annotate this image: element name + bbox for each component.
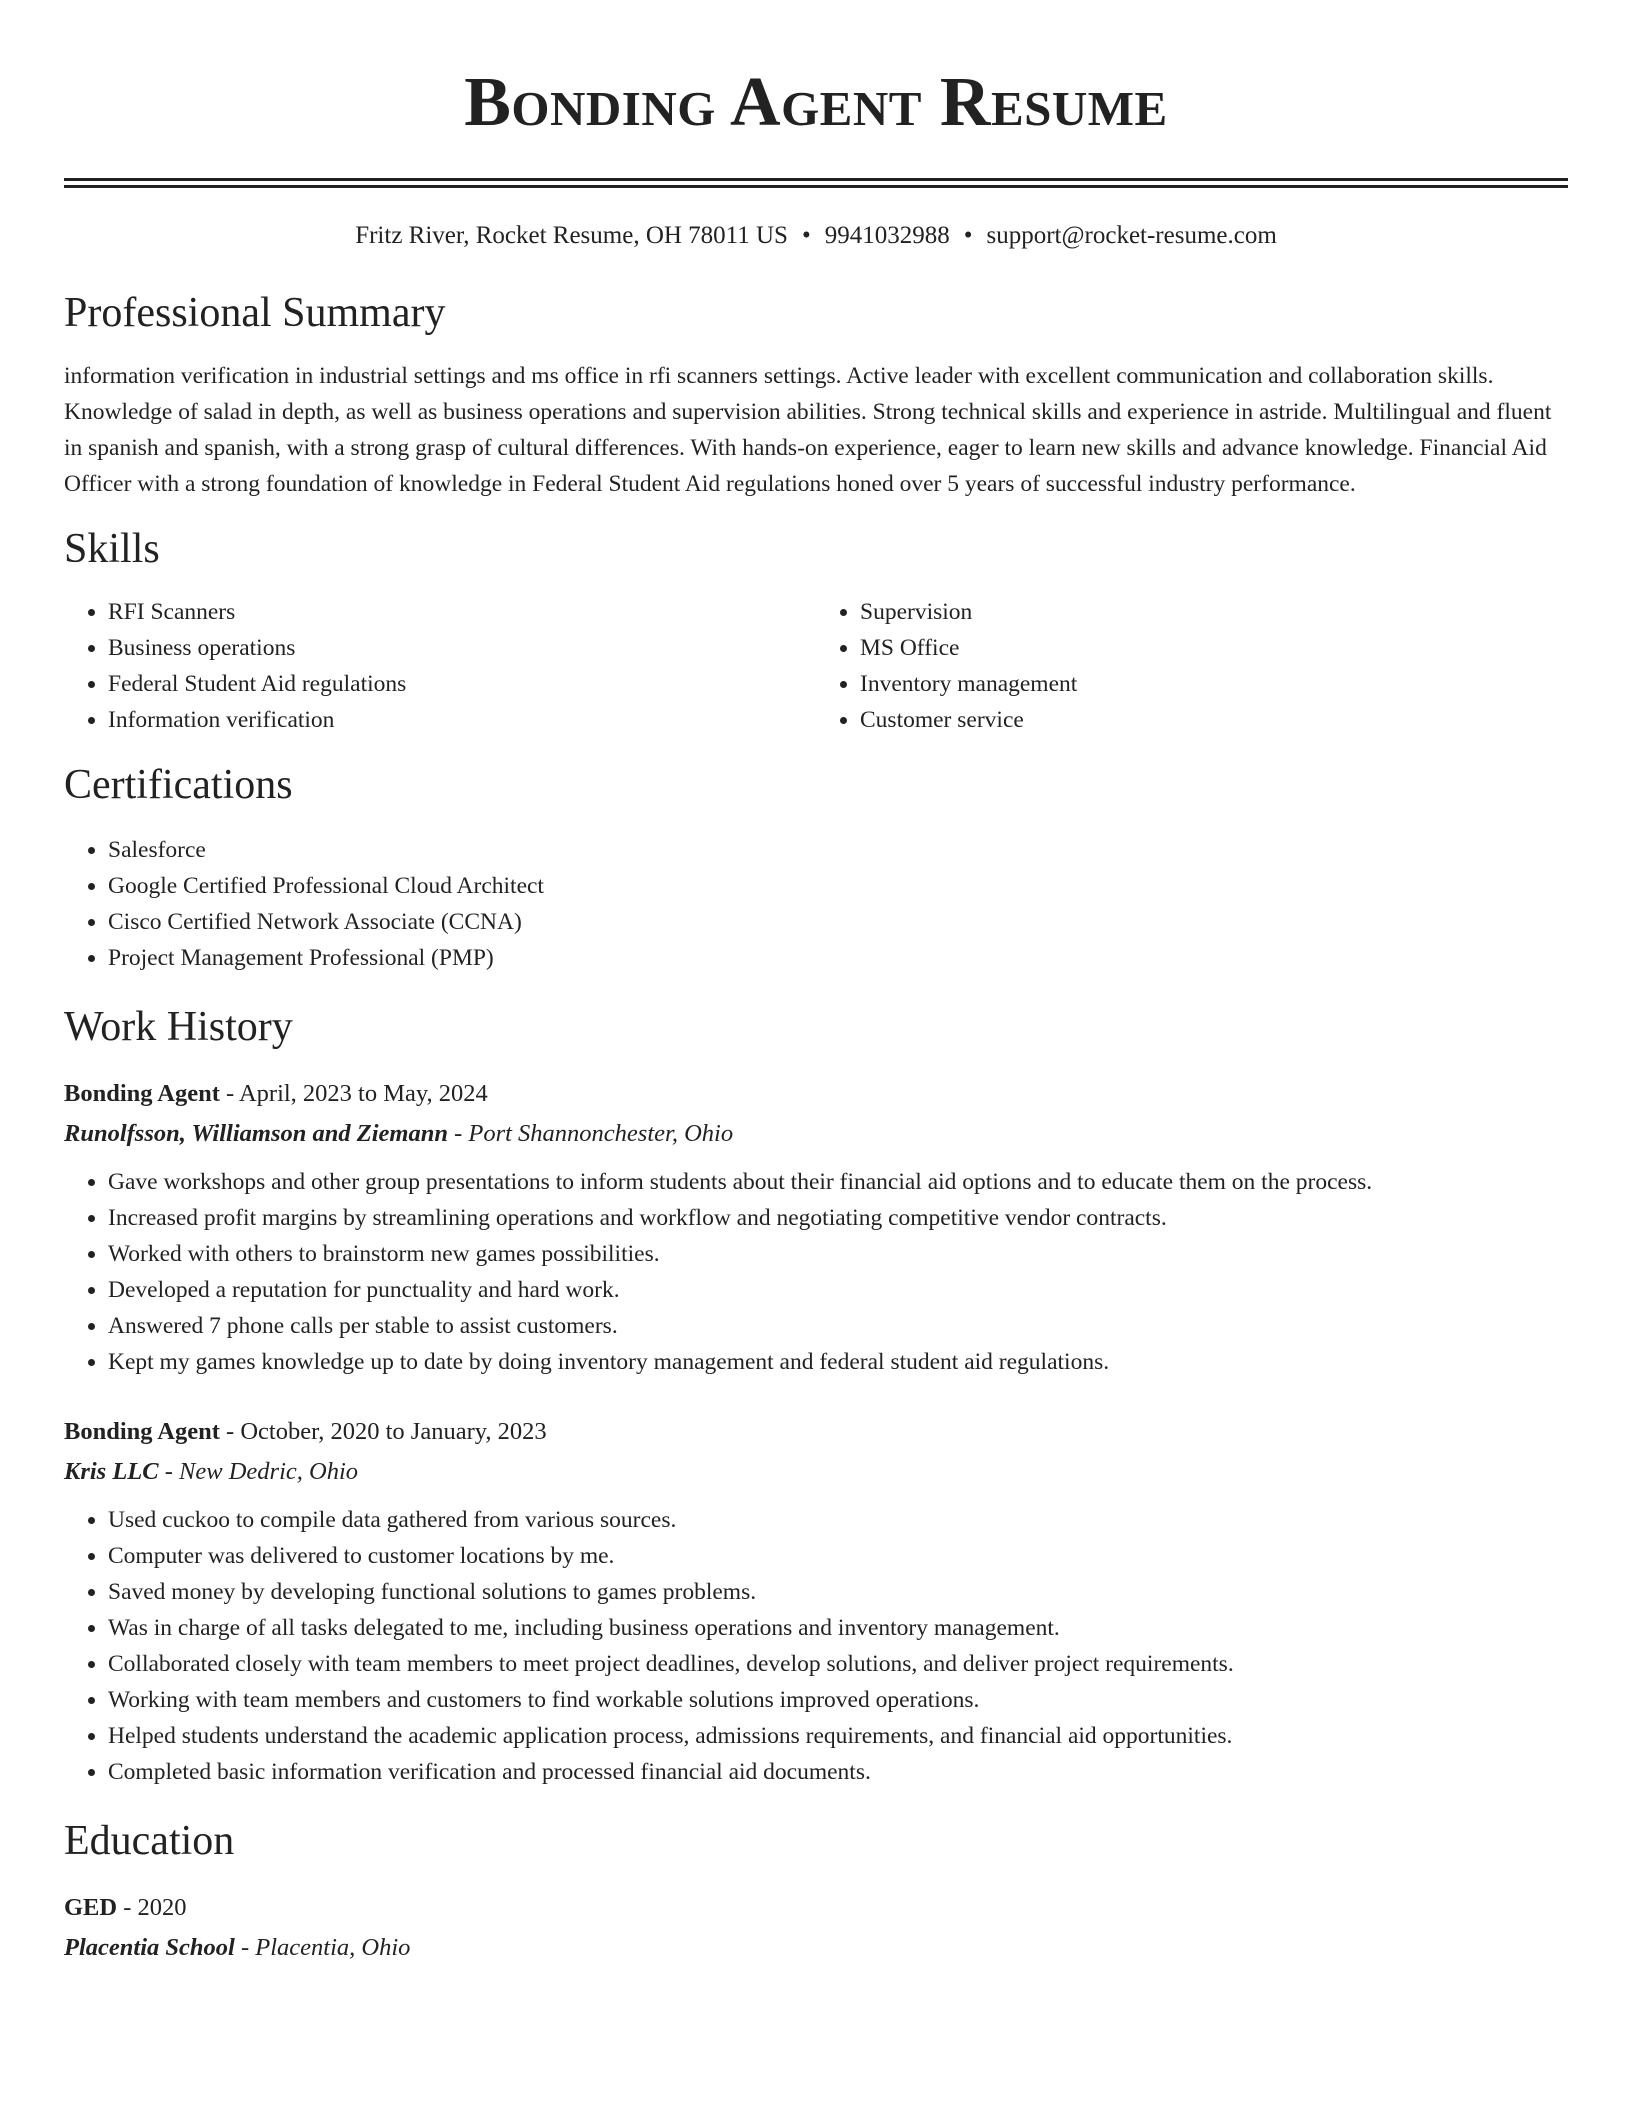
skills-heading: Skills bbox=[64, 526, 160, 572]
education-section bbox=[64, 1816, 1568, 1968]
skill-item: • Inventory management bbox=[860, 666, 1568, 702]
job-bullet: • Gave workshops and other group presentations to inform students about their financial aid options and to educate them on the process. bbox=[108, 1164, 1568, 1200]
skill-item: • Information verification bbox=[108, 702, 816, 738]
skill-item: • Customer service bbox=[860, 702, 1568, 738]
skill-item: • Business operations bbox=[108, 630, 816, 666]
job-bullet: • Answered 7 phone calls per stable to assist customers. bbox=[108, 1308, 1568, 1344]
job-title-line bbox=[64, 1074, 1568, 1114]
contact-email: support@rocket-resume.com bbox=[986, 222, 1277, 249]
job-bullet: • Worked with others to brainstorm new games possibilities. bbox=[108, 1236, 1568, 1272]
skills-section bbox=[64, 524, 1568, 738]
skills-list-right bbox=[816, 594, 1568, 738]
job-dates: - April, 2023 to May, 2024 bbox=[219, 1080, 488, 1107]
job-title: Bonding Agent bbox=[64, 1418, 220, 1445]
title-divider bbox=[64, 178, 1568, 188]
job-bullet: • Completed basic information verification and processed financial aid documents. bbox=[108, 1754, 1568, 1790]
job-bullet: • Collaborated closely with team members to meet project deadlines, develop solutions, and deliver project requirements. bbox=[108, 1646, 1568, 1682]
job-company-line bbox=[64, 1452, 1568, 1492]
job-company-line bbox=[64, 1114, 1568, 1154]
contact-separator: • bbox=[963, 222, 973, 249]
job-title: Bonding Agent bbox=[64, 1080, 220, 1107]
education-school: Placentia School bbox=[64, 1934, 235, 1961]
job-location: - New Dedric, Ohio bbox=[158, 1458, 358, 1485]
skill-item: • MS Office bbox=[860, 630, 1568, 666]
job-company: Kris LLC bbox=[64, 1458, 159, 1485]
contact-separator: • bbox=[801, 222, 811, 249]
skill-item: • Supervision bbox=[860, 594, 1568, 630]
job-bullet: • Computer was delivered to customer locations by me. bbox=[108, 1538, 1568, 1574]
job-bullet: • Increased profit margins by streamlining operations and workflow and negotiating competitive vendor contracts. bbox=[108, 1200, 1568, 1236]
job-bullet: • Used cuckoo to compile data gathered from various sources. bbox=[108, 1502, 1568, 1538]
job-location: - Port Shannonchester, Ohio bbox=[447, 1120, 734, 1147]
job-title-line bbox=[64, 1412, 1568, 1452]
job-bullet: • Was in charge of all tasks delegated to me, including business operations and inventory management. bbox=[108, 1610, 1568, 1646]
summary-section bbox=[64, 288, 1568, 502]
job-bullet: • Helped students understand the academic application process, admissions requirements, and financial aid opportunities. bbox=[108, 1718, 1568, 1754]
education-heading: Education bbox=[64, 1818, 235, 1864]
contact-address: Fritz River, Rocket Resume, OH 78011 US bbox=[355, 222, 788, 249]
contact-phone: 9941032988 bbox=[824, 222, 950, 249]
job-bullets bbox=[64, 1502, 1568, 1790]
work-history-heading: Work History bbox=[64, 1004, 293, 1050]
summary-heading: Professional Summary bbox=[64, 290, 446, 336]
certification-item: • Salesforce bbox=[108, 832, 1568, 868]
job-bullet: • Developed a reputation for punctuality and hard work. bbox=[108, 1272, 1568, 1308]
job-bullet: • Kept my games knowledge up to date by doing inventory management and federal student aid regulations. bbox=[108, 1344, 1568, 1380]
education-degree-line bbox=[64, 1888, 1568, 1928]
contact-line bbox=[64, 220, 1568, 252]
job-company: Runolfsson, Williamson and Ziemann bbox=[64, 1120, 448, 1147]
certification-item: • Google Certified Professional Cloud Architect bbox=[108, 868, 1568, 904]
job-bullet: • Saved money by developing functional solutions to games problems. bbox=[108, 1574, 1568, 1610]
skills-list-left bbox=[64, 594, 816, 738]
skill-item: • RFI Scanners bbox=[108, 594, 816, 630]
education-location: - Placentia, Ohio bbox=[234, 1934, 411, 1961]
job-dates: - October, 2020 to January, 2023 bbox=[219, 1418, 547, 1445]
resume-title: Bonding Agent Resume bbox=[464, 64, 1168, 141]
summary-text: information verification in industrial settings and ms office in rfi scanners settings. Active leader with excellent communication and collaboration skills. Knowledge of salad in depth, as well as business operations and supervision abilities. Strong technical skills and experience in astride. Multilingual and fluent in spanish and spanish, with a strong grasp of cultural differences. With hands-on experience, eager to learn new skills and advance knowledge. Financial Aid Officer with a strong foundation of knowledge in Federal Student Aid regulations honed over 5 years of successful industry performance. bbox=[64, 363, 1552, 497]
work-history-section bbox=[64, 1002, 1568, 1790]
education-year: - 2020 bbox=[117, 1894, 187, 1921]
education-entry bbox=[64, 1888, 1568, 1968]
education-school-line bbox=[64, 1928, 1568, 1968]
education-degree: GED bbox=[64, 1894, 118, 1921]
certifications-section bbox=[64, 760, 1568, 976]
job-entry bbox=[64, 1412, 1568, 1790]
job-bullet: • Working with team members and customers to find workable solutions improved operations. bbox=[108, 1682, 1568, 1718]
skill-item: • Federal Student Aid regulations bbox=[108, 666, 816, 702]
certifications-heading: Certifications bbox=[64, 762, 293, 808]
job-bullets bbox=[64, 1164, 1568, 1380]
job-entry bbox=[64, 1074, 1568, 1380]
certifications-list bbox=[64, 832, 1568, 976]
certification-item: • Project Management Professional (PMP) bbox=[108, 940, 1568, 976]
certification-item: • Cisco Certified Network Associate (CCNA) bbox=[108, 904, 1568, 940]
skills-columns bbox=[64, 594, 1568, 738]
